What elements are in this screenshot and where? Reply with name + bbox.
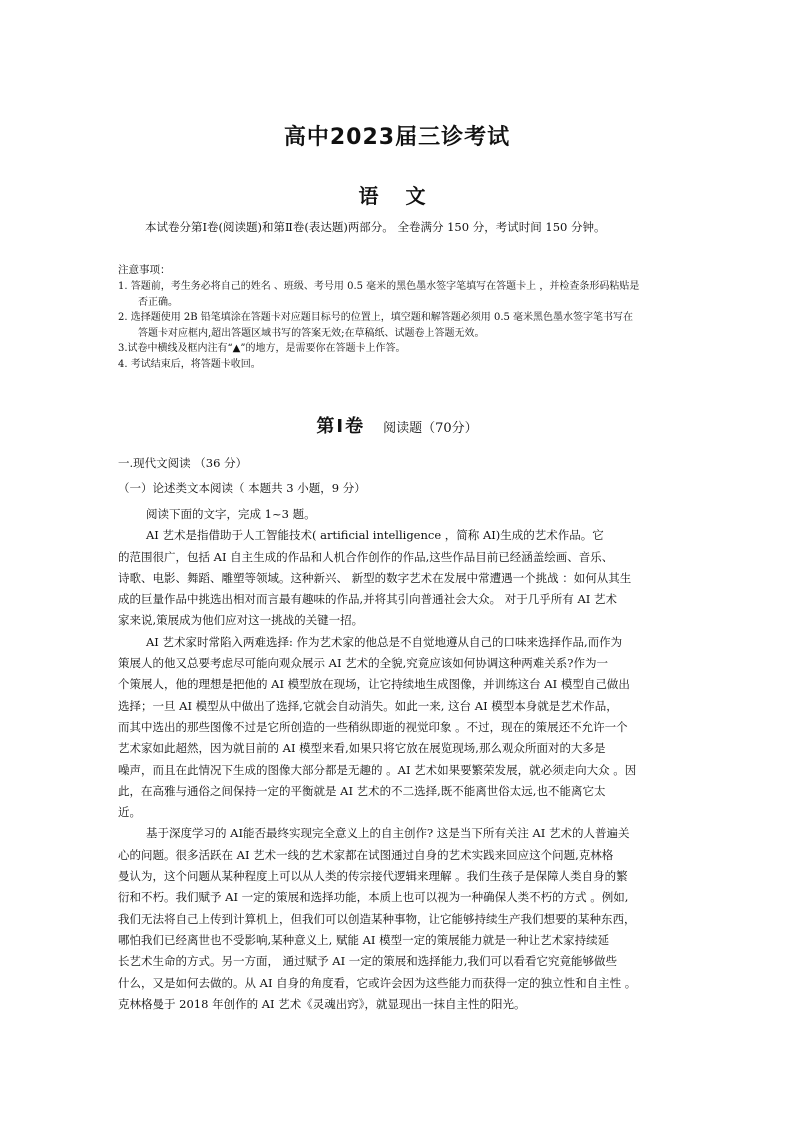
passage-line: 策展人的他又总要考虑尽可能向观众展示 AI 艺术的全貌,究竟应该如何协调这种两难关系?作为一 bbox=[118, 656, 608, 671]
passage-line: 此，在高雅与通俗之间保持一定的平衡就是 AI 艺术的不二选择,既不能离世俗太远,也不能离它太 bbox=[118, 783, 606, 798]
passage-line: 阅读下面的文字，完成 1~3 题。 bbox=[146, 507, 316, 521]
passage-line: AI 艺术家时常陷入两难选择: 作为艺术家的他总是不自觉地遵从自己的口味来选择作品,而作为 bbox=[146, 634, 623, 649]
volume-sub-label: 阅读题（70分） bbox=[383, 421, 478, 436]
passage-line: 长艺术生命的方式。另一方面， 通过赋予 AI 一定的策展和选择能力,我们可以看看它究竟能够做些 bbox=[118, 954, 617, 969]
section-heading: 一.现代文阅读 （36 分） bbox=[118, 456, 248, 470]
note-line: 2. 选择题使用 2B 铅笔填涂在答题卡对应题目标号的位置上，填空题和解答题必须用 0.5 毫米黑色墨水签字笔书写在 bbox=[118, 312, 634, 323]
subject-title: 语 文 bbox=[358, 184, 436, 208]
passage-line: 克林格曼于 2018 年创作的 AI 艺术《灵魂出窍》，就显现出一抹自主性的阳光。 bbox=[118, 996, 526, 1011]
exam-intro: 本试卷分第Ⅰ卷(阅读题)和第Ⅱ卷(表达题)两部分。 全卷满分 150 分，考试时间 150 分钟。 bbox=[145, 220, 606, 234]
volume-main-label: 第Ⅰ卷 bbox=[316, 416, 366, 437]
note-line: 4. 考试结束后，将答题卡收回。 bbox=[118, 358, 261, 370]
note-line: 否正确。 bbox=[138, 296, 178, 308]
passage-line: 而其中选出的那些图像不过是它所创造的一些稍纵即逝的视觉印象 。不过，现在的策展还不允许一个 bbox=[118, 719, 628, 734]
passage-line: 的范围很广，包括 AI 自主生成的作品和人机合作创作的作品,这些作品目前已经涵盖绘画、音乐、 bbox=[118, 549, 614, 564]
passage-line: 近。 bbox=[118, 805, 141, 820]
passage-line: 我们无法将自己上传到计算机上，但我们可以创造某种事物，让它能够持续生产我们想要的某种东西， bbox=[118, 911, 636, 926]
volume-title bbox=[0, 412, 794, 438]
passage-line: 艺术家如此超然，因为就目前的 AI 模型来看,如果只将它放在展览现场,那么观众所面对的大多是 bbox=[118, 741, 606, 756]
notes-heading: 注意事项： bbox=[118, 264, 171, 276]
passage-line: 成的巨量作品中挑选出相对而言最有趣味的作品,并将其引向普通社会大众。 对于几乎所有 AI 艺术 bbox=[118, 592, 617, 607]
passage-line: 曼认为，这个问题从某种程度上可以从人类的传宗接代逻辑来理解 。我们生孩子是保障人类自身的繁 bbox=[118, 869, 628, 884]
note-line: 1. 答题前，考生务必将自己的姓名 、班级、考号用 0.5 毫米的黑色墨水签字笔填写在答题卡上 ，并检查条形码粘贴是 bbox=[118, 281, 640, 292]
note-line: 3.试卷中横线及框内注有“▲”的地方，是需要你在答题卡上作答。 bbox=[118, 343, 406, 354]
passage-line: 心的问题。很多活跃在 AI 艺术一线的艺术家都在试图通过自身的艺术实践来回应这个问题,克林格 bbox=[118, 847, 614, 862]
passage-line: AI 艺术是指借助于人工智能技术( artificial intelligence ，简称 AI)生成的艺术作品。它 bbox=[146, 528, 604, 543]
passage-line: 基于深度学习的 AI能否最终实现完全意义上的自主创作? 这是当下所有关注 AI 艺术的人普遍关 bbox=[146, 826, 630, 841]
passage-line: 噪声，而且在此情况下生成的图像大部分都是无趣的 。AI 艺术如果要繁荣发展，就必须走向大众 。因 bbox=[118, 762, 637, 777]
passage-line: 什么，又是如何去做的。从 AI 自身的角度看，它或许会因为这些能力而获得一定的独立性和自主性 。 bbox=[118, 975, 637, 990]
exam-title: 高中2023届三诊考试 bbox=[283, 125, 511, 150]
passage-line: 个策展人，他的理想是把他的 AI 模型放在现场，让它持续地生成图像，并训练这台 AI 模型自己做出 bbox=[118, 677, 630, 692]
subsection-heading: （一）论述类文本阅读（ 本题共 3 小题，9 分） bbox=[118, 481, 366, 495]
passage-line: 诗歌、电影、舞蹈、雕塑等领域。这种新兴、 新型的数字艺术在发展中常遭遇一个挑战 ：如何从其生 bbox=[118, 570, 632, 585]
notes-list bbox=[118, 279, 678, 372]
reading-passage bbox=[118, 504, 678, 1015]
passage-line: 哪怕我们已经离世也不受影响,某种意义上, 赋能 AI 模型一定的策展能力就是一种让艺术家持续延 bbox=[118, 932, 610, 947]
passage-line: 家来说,策展成为他们应对这一挑战的关键一招。 bbox=[118, 613, 364, 628]
note-line: 答题卡对应框内,超出答题区域书写的答案无效;在草稿纸、试题卷上答题无效。 bbox=[138, 327, 485, 339]
passage-line: 选择；一旦 AI 模型从中做出了选择,它就会自动消失。如此一来, 这台 AI 模型本身就是艺术作品， bbox=[118, 698, 618, 713]
passage-line: 衍和不朽。我们赋予 AI 一定的策展和选择功能，本质上也可以视为一种确保人类不朽的方式 。例如, bbox=[118, 890, 629, 905]
